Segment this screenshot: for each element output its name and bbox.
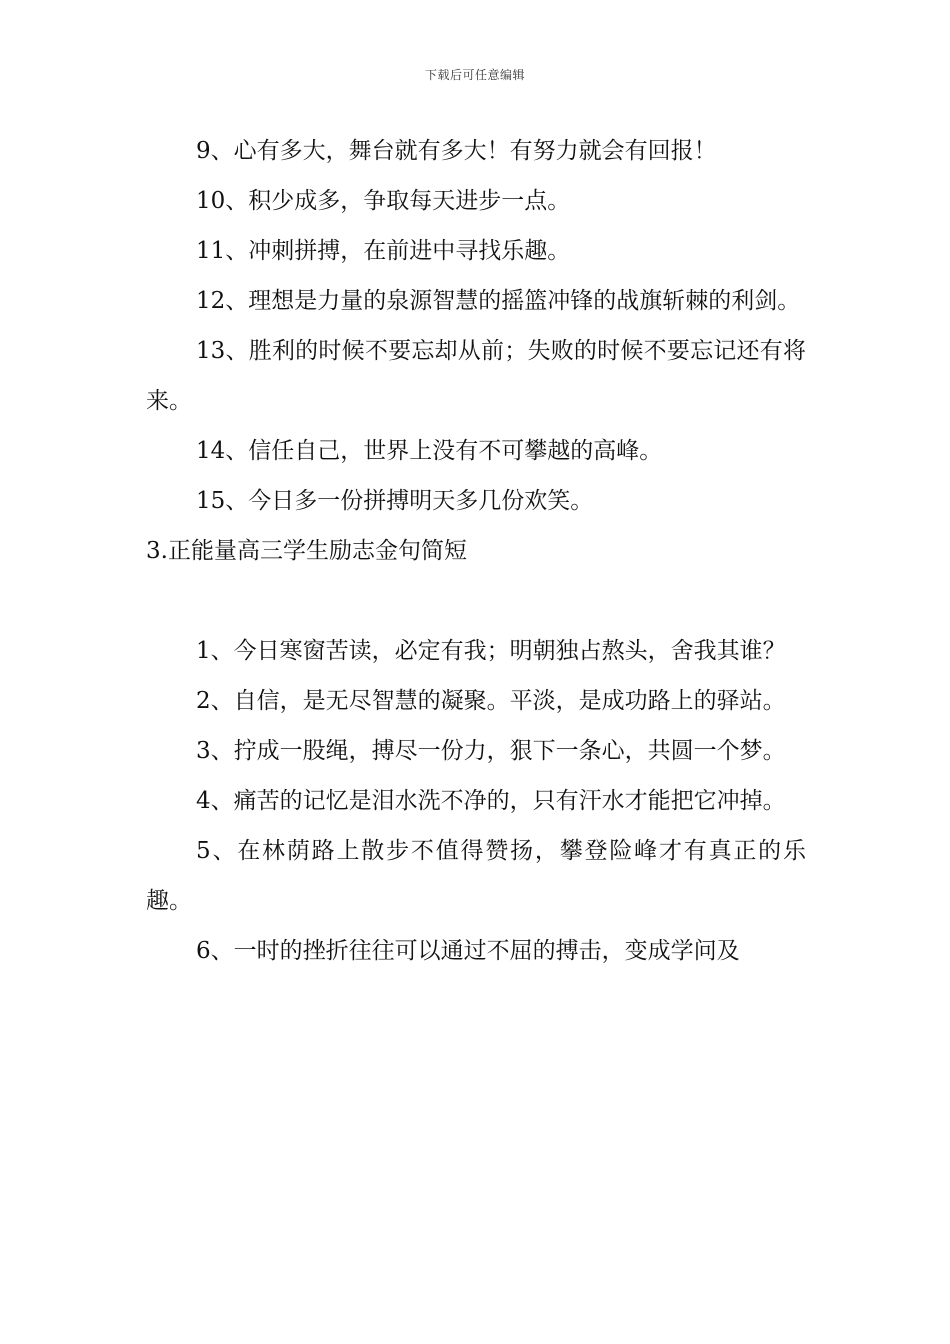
- page-header: 下载后可任意编辑: [424, 68, 525, 82]
- list-item: 4、痛苦的记忆是泪水洗不净的，只有汗水才能把它冲掉。: [196, 788, 786, 814]
- list-item: 12、理想是力量的泉源智慧的摇篮冲锋的战旗斩棘的利剑。: [196, 288, 801, 314]
- document-body: [146, 126, 806, 976]
- list-item: 2、自信，是无尽智慧的凝聚。平淡，是成功路上的驿站。: [196, 688, 786, 714]
- list-item: 1、今日寒窗苦读，必定有我；明朝独占熬头，舍我其谁？: [196, 638, 786, 664]
- list-item: 15、今日多一份拼搏明天多几份欢笑。: [196, 488, 594, 514]
- section-title: 3.正能量高三学生励志金句简短: [146, 538, 467, 564]
- section-spacer: [146, 576, 806, 626]
- list-item: 6、一时的挫折往往可以通过不屈的搏击，变成学问及: [196, 938, 740, 964]
- list-item: 11、冲刺拼搏，在前进中寻找乐趣。: [196, 238, 571, 264]
- list-item: 3、拧成一股绳，搏尽一份力，狠下一条心，共圆一个梦。: [196, 738, 786, 764]
- list-item: 13、胜利的时候不要忘却从前；失败的时候不要忘记还有将来。: [146, 338, 806, 414]
- list-item: 14、信任自己，世界上没有不可攀越的高峰。: [196, 438, 663, 464]
- list-item: 9、心有多大，舞台就有多大！有努力就会有回报！: [196, 138, 717, 164]
- list-item: 5、在林荫路上散步不值得赞扬，攀登险峰才有真正的乐趣。: [146, 838, 806, 914]
- list-item: 10、积少成多，争取每天进步一点。: [196, 188, 571, 214]
